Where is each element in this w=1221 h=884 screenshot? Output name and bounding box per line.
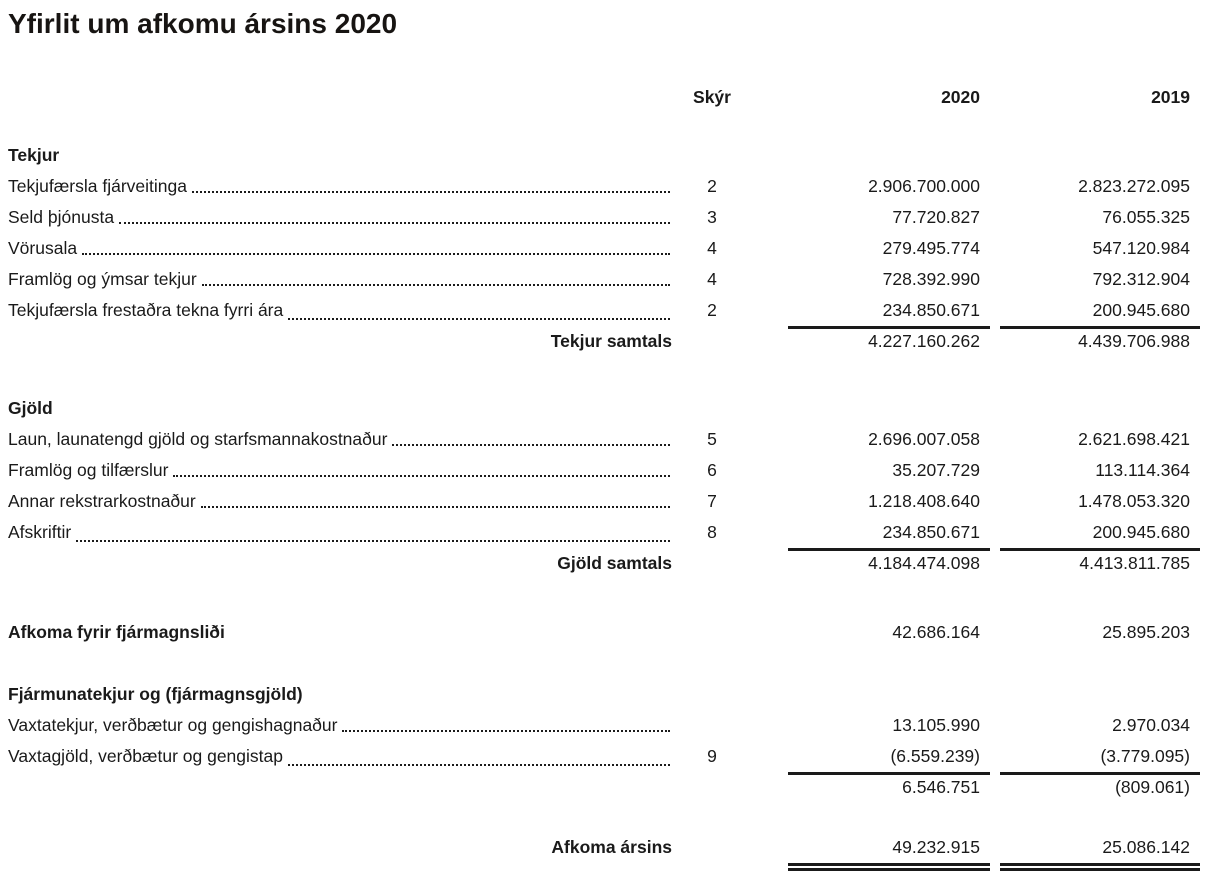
total-label: Afkoma ársins — [551, 837, 672, 857]
row-value-2019: 2.970.034 — [1112, 715, 1190, 735]
row-label: Vaxtatekjur, verðbætur og gengishagnaður — [8, 715, 338, 735]
section-heading-fjarmunatekjur — [0, 679, 1221, 710]
row-note: 4 — [707, 238, 717, 258]
row-note: 8 — [707, 522, 717, 542]
row-value-2019: 113.114.364 — [1095, 460, 1190, 480]
row-value-2019: 547.120.984 — [1092, 238, 1190, 258]
header-label-spacer — [0, 82, 672, 113]
row-value-2020: 2.906.700.000 — [868, 176, 980, 196]
empty-cell — [672, 326, 752, 357]
column-gap — [990, 617, 1000, 648]
column-gap — [990, 171, 1000, 202]
total-value-2020: 4.184.474.098 — [868, 553, 980, 573]
column-gap — [990, 264, 1000, 295]
total-value-2019: 4.439.706.988 — [1078, 331, 1190, 351]
table-row — [0, 455, 1221, 486]
row-label: Afskriftir — [8, 522, 72, 542]
dot-leader — [288, 295, 670, 320]
total-value-2019: 25.086.142 — [1000, 832, 1200, 871]
row-note: 2 — [707, 176, 717, 196]
table-row — [0, 710, 1221, 741]
column-gap — [752, 295, 788, 329]
total-value-2020: 49.232.915 — [788, 832, 990, 871]
subtotal-value-2020: 6.546.751 — [902, 777, 980, 797]
total-value-2019: 4.413.811.785 — [1079, 553, 1190, 573]
empty-cell — [672, 617, 752, 648]
empty-cell — [672, 393, 752, 424]
empty-cell — [672, 772, 752, 803]
dot-leader — [119, 202, 670, 224]
row-label: Framlög og ýmsar tekjur — [8, 269, 197, 289]
subtotal-row-fjarmunatekjur — [0, 772, 1221, 803]
row-note: 2 — [707, 300, 717, 320]
table-row — [0, 202, 1221, 233]
empty-cell — [1000, 393, 1200, 424]
column-gap — [752, 832, 788, 871]
row-value-2019: 76.055.325 — [1102, 207, 1190, 227]
table-row — [0, 295, 1221, 326]
column-gap — [990, 517, 1000, 551]
column-gap — [752, 486, 788, 517]
column-gap — [752, 548, 788, 579]
column-gap — [990, 202, 1000, 233]
column-gap — [990, 295, 1000, 329]
empty-cell — [788, 140, 990, 171]
column-gap — [990, 486, 1000, 517]
column-gap — [752, 82, 788, 113]
dot-leader — [173, 455, 670, 477]
row-value-2019: 1.478.053.320 — [1078, 491, 1190, 511]
empty-cell — [672, 679, 752, 710]
column-gap — [990, 424, 1000, 455]
row-value-2019: 2.823.272.095 — [1078, 176, 1190, 196]
row-afkoma-fyrir-fjarmagnslidi — [0, 617, 1221, 648]
column-gap — [990, 140, 1000, 171]
row-value-2020: (6.559.239) — [788, 741, 990, 775]
column-gap — [752, 710, 788, 741]
row-label: Seld þjónusta — [8, 207, 115, 227]
empty-cell — [672, 832, 752, 871]
section-heading-gjold — [0, 393, 1221, 424]
row-note: 4 — [707, 269, 717, 289]
section-heading-tekjur — [0, 140, 1221, 171]
table-row — [0, 233, 1221, 264]
row-label: Laun, launatengd gjöld og starfsmannakostnaður — [8, 429, 388, 449]
empty-cell — [1000, 140, 1200, 171]
row-value-2020: 2.696.007.058 — [868, 429, 980, 449]
row-value-2019: 2.621.698.421 — [1078, 429, 1190, 449]
row-label: Tekjufærsla frestaðra tekna fyrri ára — [8, 300, 284, 320]
subtotal-value-2019: (809.061) — [1115, 777, 1190, 797]
row-value-2020: 728.392.990 — [882, 269, 980, 289]
page-title: Yfirlit um afkomu ársins 2020 — [8, 8, 398, 39]
column-gap — [752, 233, 788, 264]
row-label: Tekjufærsla fjárveitinga — [8, 176, 187, 196]
table-row — [0, 424, 1221, 455]
column-gap — [752, 741, 788, 775]
column-gap — [990, 455, 1000, 486]
empty-cell — [788, 679, 990, 710]
section-heading-label: Fjármunatekjur og (fjármagnsgjöld) — [8, 684, 303, 704]
row-label: Framlög og tilfærslur — [8, 460, 169, 480]
column-gap — [752, 772, 788, 803]
dot-leader — [202, 264, 670, 286]
total-row-tekjur — [0, 326, 1221, 357]
section-heading-label: Tekjur — [8, 145, 60, 165]
empty-cell — [0, 772, 672, 803]
column-gap — [752, 171, 788, 202]
empty-cell — [672, 548, 752, 579]
row-value-2020: 1.218.408.640 — [868, 491, 980, 511]
row-label: Vaxtagjöld, verðbætur og gengistap — [8, 746, 283, 766]
column-gap — [752, 617, 788, 648]
column-gap — [990, 548, 1000, 579]
column-gap — [752, 393, 788, 424]
column-gap — [990, 233, 1000, 264]
table-row — [0, 264, 1221, 295]
row-label: Annar rekstrarkostnaður — [8, 491, 196, 511]
empty-cell — [788, 393, 990, 424]
column-gap — [990, 326, 1000, 357]
row-value-2020: 77.720.827 — [892, 207, 980, 227]
column-gap — [990, 82, 1000, 113]
table-row — [0, 741, 1221, 772]
column-gap — [990, 772, 1000, 803]
dot-leader — [82, 233, 670, 255]
column-gap — [752, 140, 788, 171]
row-note: 7 — [707, 491, 717, 511]
table-header-row — [0, 82, 1221, 113]
row-value-2019: 200.945.680 — [1000, 517, 1200, 551]
row-note: 9 — [707, 746, 717, 766]
col-header-note: Skýr — [693, 87, 731, 107]
row-value-2019: 200.945.680 — [1000, 295, 1200, 329]
row-label: Afkoma fyrir fjármagnsliði — [8, 622, 225, 642]
column-gap — [990, 710, 1000, 741]
row-value-2020: 234.850.671 — [788, 517, 990, 551]
column-gap — [990, 679, 1000, 710]
row-value-2019: 25.895.203 — [1102, 622, 1190, 642]
table-row — [0, 486, 1221, 517]
column-gap — [990, 393, 1000, 424]
empty-cell — [1000, 679, 1200, 710]
total-label: Gjöld samtals — [557, 553, 672, 573]
column-gap — [752, 424, 788, 455]
table-row — [0, 517, 1221, 548]
row-value-2020: 35.207.729 — [892, 460, 980, 480]
total-label: Tekjur samtals — [550, 331, 672, 351]
total-value-2020: 4.227.160.262 — [868, 331, 980, 351]
row-value-2020: 279.495.774 — [882, 238, 980, 258]
row-value-2019: 792.312.904 — [1092, 269, 1190, 289]
dot-leader — [288, 741, 670, 766]
column-gap — [752, 455, 788, 486]
row-value-2020: 42.686.164 — [892, 622, 980, 642]
dot-leader — [76, 517, 670, 542]
dot-leader — [201, 486, 670, 508]
column-gap — [752, 264, 788, 295]
dot-leader — [392, 424, 670, 446]
table-row — [0, 171, 1221, 202]
column-gap — [752, 679, 788, 710]
column-gap — [990, 832, 1000, 871]
row-note: 6 — [707, 460, 717, 480]
row-value-2020: 13.105.990 — [892, 715, 980, 735]
col-header-2019: 2019 — [1151, 87, 1190, 107]
row-note: 5 — [707, 429, 717, 449]
total-row-afkoma-arsins — [0, 832, 1221, 871]
column-gap — [752, 202, 788, 233]
row-note — [672, 710, 752, 741]
empty-cell — [672, 140, 752, 171]
section-heading-label: Gjöld — [8, 398, 53, 418]
column-gap — [752, 517, 788, 551]
row-value-2019: (3.779.095) — [1000, 741, 1200, 775]
column-gap — [752, 326, 788, 357]
total-row-gjold — [0, 548, 1221, 579]
column-gap — [990, 741, 1000, 775]
row-note: 3 — [707, 207, 717, 227]
dot-leader — [342, 710, 670, 732]
dot-leader — [192, 171, 670, 193]
row-label: Vörusala — [8, 238, 78, 258]
col-header-2020: 2020 — [941, 87, 980, 107]
row-value-2020: 234.850.671 — [788, 295, 990, 329]
